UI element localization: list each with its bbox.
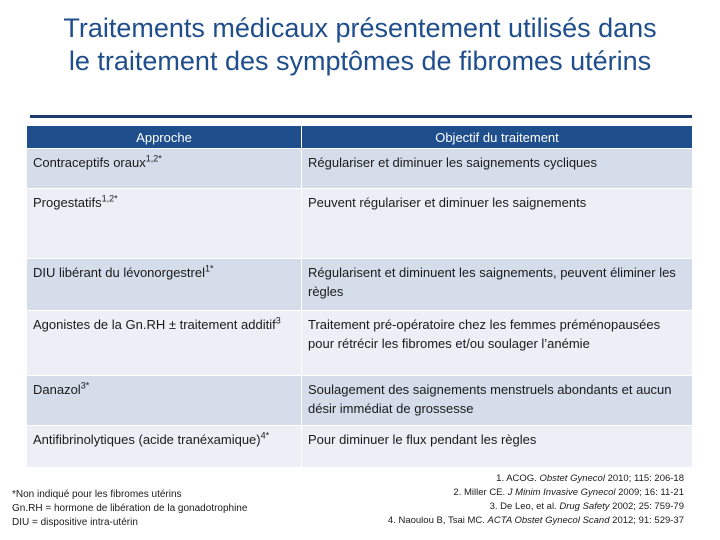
objective-cell: Pour diminuer le flux pendant les règles xyxy=(302,426,693,468)
table-row xyxy=(27,189,693,259)
reference-item: 3. De Leo, et al. Drug Safety 2002; 25: 759-79 xyxy=(489,501,684,512)
header-approach: Approche xyxy=(27,126,302,149)
approach-text: Contraceptifs oraux xyxy=(33,155,146,170)
title-line-2: le traitement des symptômes de fibromes utérins xyxy=(68,46,652,76)
slide-title xyxy=(0,12,720,78)
approach-text: Agonistes de la Gn.RH ± traitement additif xyxy=(33,317,276,332)
approach-text: Antifibrinolytiques (acide tranéxamique) xyxy=(33,432,261,447)
title-divider xyxy=(30,115,692,118)
approach-superscript: 3 xyxy=(275,315,281,326)
footnote-not-indicated: *Non indiqué pour les fibromes utérins xyxy=(12,489,182,500)
approach-superscript: 4* xyxy=(260,430,270,441)
reference-item: 1. ACOG. Obstet Gynecol 2010; 115: 206-18 xyxy=(496,473,684,484)
approach-cell xyxy=(27,259,302,311)
reference-item: 2. Miller CE. J Minim Invasive Gynecol 2009; 16: 11-21 xyxy=(453,487,684,498)
footnote-diu: DIU = dispositive intra-utérin xyxy=(12,517,138,528)
references xyxy=(388,472,684,528)
table-row xyxy=(27,376,693,426)
header-objective: Objectif du traitement xyxy=(302,126,693,149)
approach-cell xyxy=(27,311,302,376)
approach-cell xyxy=(27,376,302,426)
table-row xyxy=(27,149,693,189)
approach-text: Progestatifs xyxy=(33,195,102,210)
footnotes xyxy=(12,488,247,530)
approach-text: Danazol xyxy=(33,382,81,397)
approach-superscript: 1* xyxy=(204,263,214,274)
title-line-1: Traitements médicaux présentement utilisés dans xyxy=(63,13,657,43)
footnote-gnrh: Gn.RH = hormone de libération de la gonadotrophine xyxy=(12,503,248,514)
approach-text: DIU libérant du lévonorgestrel xyxy=(33,265,205,280)
objective-cell: Soulagement des saignements menstruels abondants et aucun désir immédiat de grossesse xyxy=(302,376,693,426)
table-row xyxy=(27,426,693,468)
treatment-table xyxy=(26,125,693,468)
approach-superscript: 1,2* xyxy=(101,193,118,204)
approach-superscript: 1,2* xyxy=(145,153,162,164)
objective-cell: Peuvent régulariser et diminuer les saignements xyxy=(302,189,693,259)
objective-cell: Régulariser et diminuer les saignements cycliques xyxy=(302,149,693,189)
table-row xyxy=(27,259,693,311)
reference-item: 4. Naoulou B, Tsai MC. ACTA Obstet Gynecol Scand 2012; 91: 529-37 xyxy=(387,515,684,526)
objective-cell: Traitement pré-opératoire chez les femmes préménopausées pour rétrécir les fibromes et/ou soulager l’anémie xyxy=(302,311,693,376)
table-row xyxy=(27,311,693,376)
approach-cell xyxy=(27,426,302,468)
approach-cell xyxy=(27,189,302,259)
approach-superscript: 3* xyxy=(80,380,90,391)
approach-cell xyxy=(27,149,302,189)
objective-cell: Régularisent et diminuent les saignements, peuvent éliminer les règles xyxy=(302,259,693,311)
table-header-row xyxy=(27,126,693,149)
